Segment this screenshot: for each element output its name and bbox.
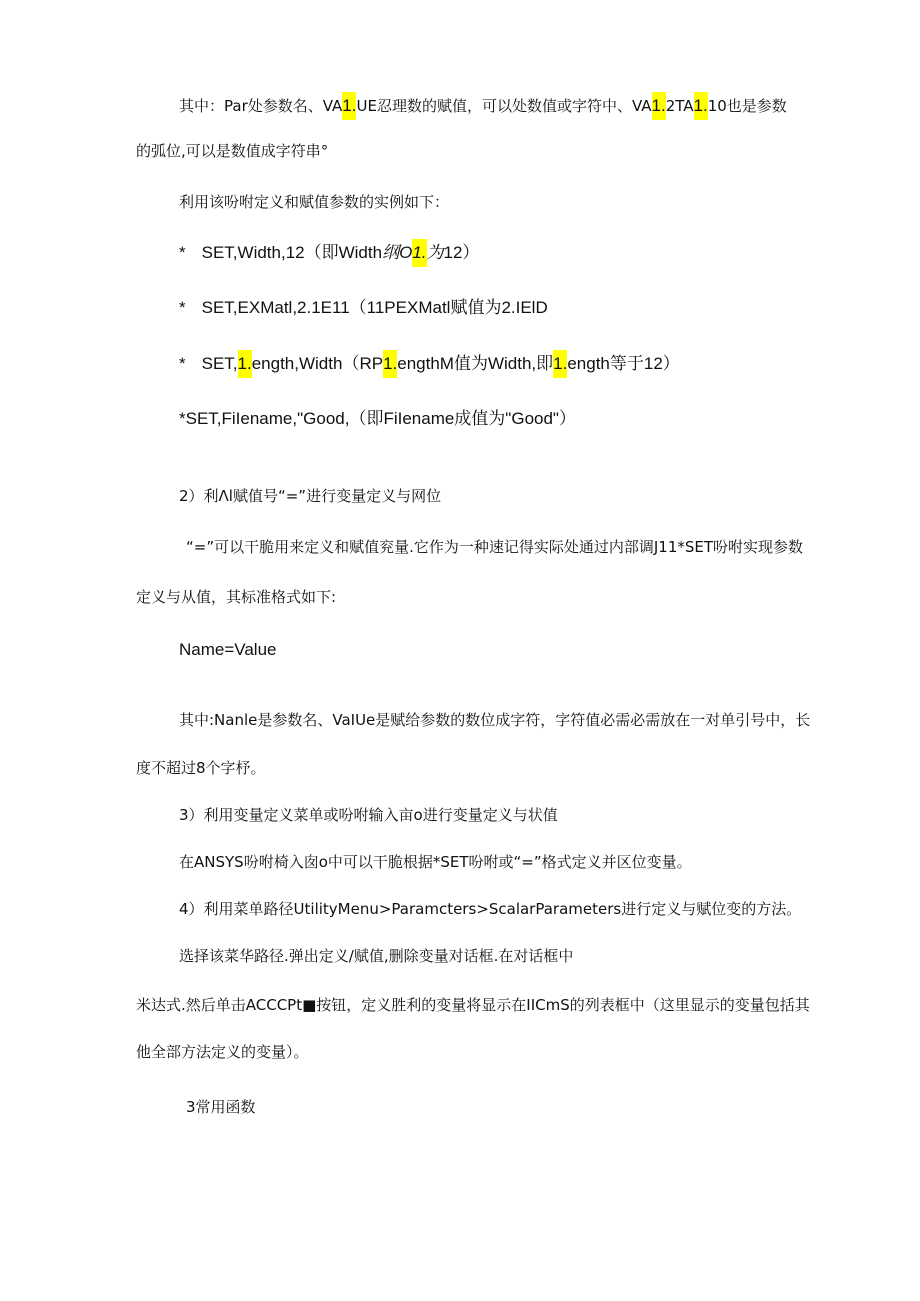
- ex1-highlight: 1.: [412, 239, 426, 267]
- ex3-text-a: SET,: [201, 354, 238, 373]
- ex1-text-a: SET,Width,12（即Width: [201, 243, 383, 262]
- ex3-highlight-1: 1.: [238, 350, 252, 378]
- example-1: [179, 243, 479, 263]
- section-3-paragraph: 在ANSYS吩咐椅入囱o中可以干脆根据*SET吩咐或“=”格式定义并区位变量。: [179, 853, 692, 871]
- section-4-heading: 4）利用菜单路径UtilityMenu>Paramcters>ScalarParameters进行定义与赋位变的方法。: [179, 900, 802, 918]
- ex3-text-b: ength,Width（RP: [251, 354, 384, 373]
- bullet-star: *: [179, 298, 186, 317]
- section-3-heading: 3）利用变量定义菜单或吩咐输入亩o进行变量定义与状值: [179, 806, 558, 824]
- example-2: [179, 298, 548, 318]
- bullet-star: *: [179, 354, 186, 373]
- ex1-text-d: 12）: [443, 243, 480, 262]
- section-4-paragraph-2-cont: 他全部方法定义的变量）。: [136, 1043, 309, 1061]
- p1-text-d: 10也是参数: [707, 97, 787, 115]
- ex3-highlight-2: 1.: [383, 350, 397, 378]
- p1-text-b: UE忍理数的赋值，可以处数值或字符中、VA: [356, 97, 652, 115]
- section-2-heading: 2）利Λl赋值号“=”进行变量定义与网位: [179, 487, 442, 505]
- ex3-text-c: engthM值为Width,即: [397, 354, 554, 373]
- ex3-text-d: ength等于12）: [567, 354, 680, 373]
- ex1-text-b: 纲O: [382, 243, 413, 262]
- p1-highlight-2: 1.: [652, 92, 666, 120]
- section-heading-common-functions: 3常用函数: [186, 1098, 256, 1116]
- section-2-paragraph-1-cont: 定义与从值，其标准格式如下:: [136, 588, 337, 606]
- ex3-highlight-3: 1.: [553, 350, 567, 378]
- ex2-text: SET,EXMatl,2.1E11（11PEXMatl赋值为2.IElD: [201, 298, 548, 317]
- p1-highlight-1: 1.: [342, 92, 356, 120]
- formula-name-value: Name=Value: [179, 640, 277, 659]
- section-2-paragraph-1: “=”可以干脆用来定义和赋值兖量.它作为一种速记得实际处通过内部调J11*SET吩咐实现参数: [186, 538, 804, 556]
- ex1-text-c: 为: [426, 243, 444, 262]
- p1-text-c: 2TA: [665, 97, 694, 115]
- section-4-paragraph-2: 米达式.然后单击ACCCPt■按钮，定义胜利的变量将显示在IICmS的列表框中（这里显示的变量包括其: [136, 996, 810, 1014]
- example-3: [179, 354, 680, 374]
- p1-text-a: 其中：Par处参数名、VA: [179, 97, 343, 115]
- example-4: *SET,FiIename,"Good,（即FiIename成值为"Good"）: [179, 409, 576, 428]
- section-4-paragraph-1: 选择该菜华路径.弹出定义/赋值,删除变量对话框.在对话框中: [179, 947, 574, 965]
- paragraph-1-line-2: 的弧位,可以是数值成字符串°: [136, 142, 329, 160]
- paragraph-2: 利用该吩咐定义和赋值参数的实例如下：: [179, 193, 450, 211]
- section-2-paragraph-2: 其中:Nanle是参数名、VaIUe是赋给参数的数位成字符，字符值必需必需放在一对单引号中，长: [179, 711, 811, 729]
- p1-highlight-3: 1.: [694, 92, 708, 120]
- paragraph-1-line-1: [179, 96, 787, 116]
- section-2-paragraph-2-cont: 度不超过8个字杼。: [136, 759, 266, 777]
- bullet-star: *: [179, 243, 186, 262]
